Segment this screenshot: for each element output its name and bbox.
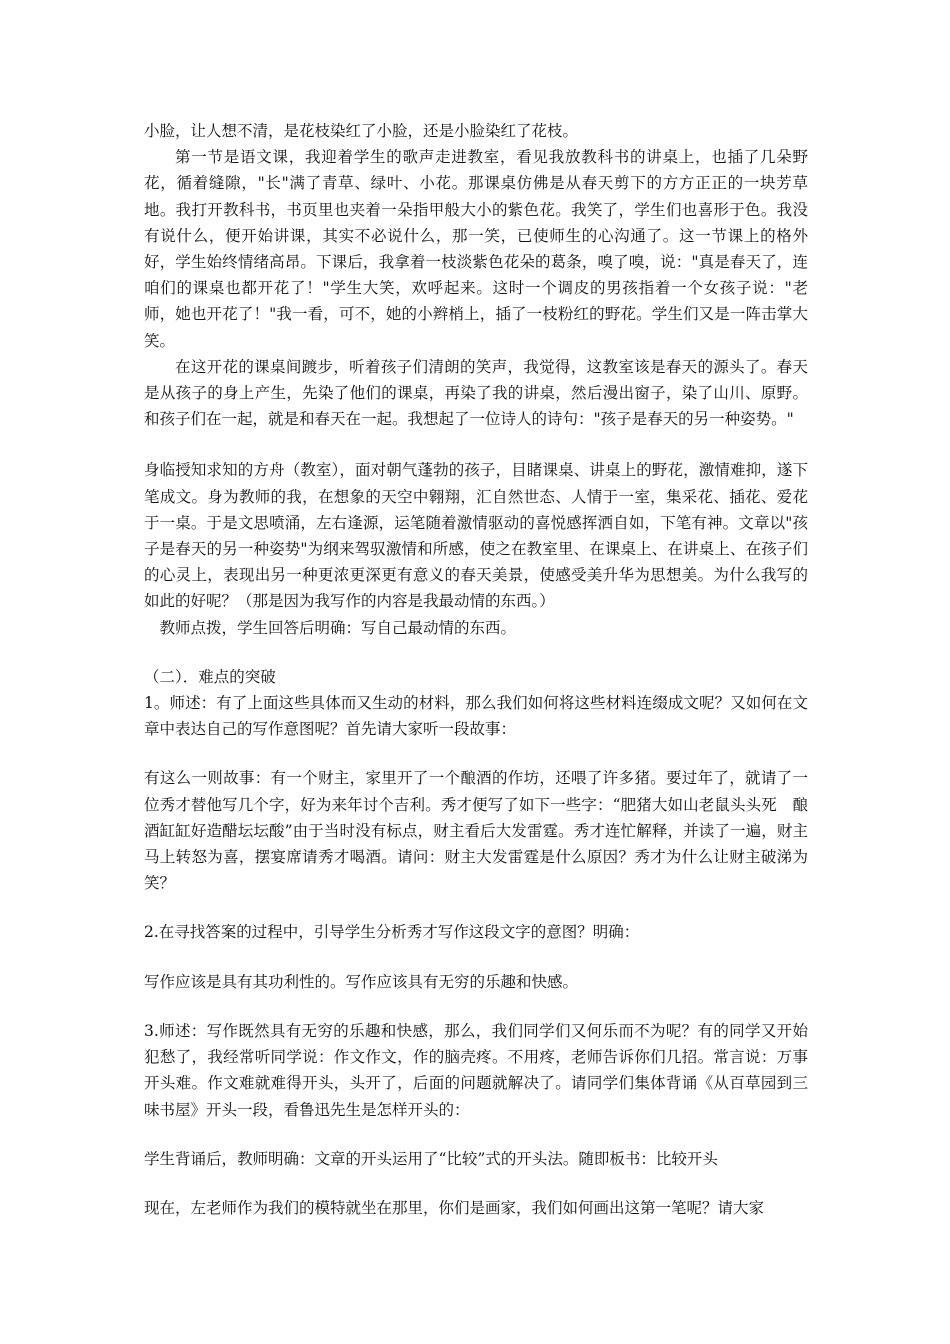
paragraph-analysis: 身临授知求知的方舟（教室），面对朝气蓬勃的孩子，目睹课桌、讲桌上的野花，激情难抑，遂下笔成文。身为教师的我，在想象的天空中翱翔，汇自然世态、人情于一室，集采花、插花、爱花于一桌。于是文思喷涌，左右逢源，运笔随着激情驱动的喜悦感挥洒自如，下笔有神。文章以"孩子是春天的另一种姿势"为纲来驾驭激情和所感，使之在教室里、在课桌上、在讲桌上、在孩子们的心灵上，表现出另一种更浓更深更有意义的春天美景，使感受美升华为思想美。为什么我写的如此的好呢？（那是因为我写作的内容是我最动情的东西。） — [144, 461, 808, 611]
paragraph-intro-fragment: 小脸，让人想不清，是花枝染红了小脸，还是小脸染红了花枝。 — [144, 122, 579, 140]
paragraph-step-1: 1。师述：有了上面这些具体而又生动的材料，那么我们如何将这些材料连缀成文呢？又如何在文章中表达自己的写作意图呢？首先请大家听一段故事： — [144, 694, 808, 739]
paragraph-recitation: 学生背诵后，教师明确：文章的开头运用了“比较”式的开头法。随即板书：比较开头 — [144, 1149, 718, 1168]
document-page — [144, 118, 808, 1221]
paragraph-writing-purpose: 写作应该是具有其功利性的。写作应该具有无穷的乐趣和快感。 — [144, 972, 579, 991]
paragraph-step-3: 3.师述：写作既然具有无穷的乐趣和快感，那么，我们同学们又何乐而不为呢？有的同学又开始犯愁了，我经常听同学说：作文作文，作的脑壳疼。不用疼，老师告诉你们几招。常言说：万事开头难。作文难就难得开头，头开了，后面的问题就解决了。请同学们集体背诵《从百草园到三味书屋》开头一段，看鲁迅先生是怎样开头的： — [144, 1021, 808, 1119]
paragraph-teacher-guidance: 教师点拨，学生回答后明确：写自己最动情的东西。 — [159, 618, 517, 637]
paragraph-model-drawing: 现在，左老师作为我们的模特就坐在那里，你们是画家，我们如何画出这第一笔呢？请大家 — [144, 1198, 765, 1217]
paragraph-step-2: 2.在寻找答案的过程中，引导学生分析秀才写作这段文字的意图？明确： — [144, 923, 640, 942]
paragraph-story: 有这么一则故事：有一个财主，家里开了一个酿酒的作坊，还喂了许多猪。要过年了，就请了一位秀才替他写几个字，好为来年讨个吉利。秀才便写了如下一些字：“肥猪大如山老鼠头头死 酿酒缸缸好造醋坛坛酸”由于当时没有标点，财主看后大发雷霆。秀才连忙解释，并读了一遍，财主马上转怒为喜，摆宴席请秀才喝酒。请问：财主大发雷霆是什么原因？秀才为什么让财主破涕为笑？ — [144, 769, 808, 893]
section-heading-difficulty: （二）．难点的突破 — [144, 667, 276, 686]
paragraph-spring-source: 在这开花的课桌间踱步，听着孩子们清朗的笑声，我觉得，这教室该是春天的源头了。春天是从孩子的身上产生，先染了他们的课桌，再染了我的讲桌，然后漫出窗子，染了山川、原野。和孩子们在一起，就是和春天在一起。我想起了一位诗人的诗句："孩子是春天的另一种姿势。" — [144, 357, 808, 429]
paragraph-chinese-class: 第一节是语文课，我迎着学生的歌声走进教室，看见我放教科书的讲桌上，也插了几朵野花，循着缝隙，"长"满了青草、绿叶、小花。那课桌仿佛是从春天剪下的方方正正的一块芳草地。我打开教科书，书页里也夹着一朵指甲般大小的紫色花。我笑了，学生们也喜形于色。我没有说什么，便开始讲课，其实不必说什么，那一笑，已使师生的心沟通了。这一节课上的格外好，学生始终情绪高昂。下课后，我拿着一枝淡紫色花朵的葛条，嗅了嗅，说："真是春天了，连咱们的课桌也都开花了！"学生大笑，欢呼起来。这时一个调皮的男孩指着一个女孩子说："老师，她也开花了！"我一看，可不，她的小辫梢上，插了一枝粉红的野花。学生们又是一阵击掌大笑。 — [144, 148, 808, 350]
